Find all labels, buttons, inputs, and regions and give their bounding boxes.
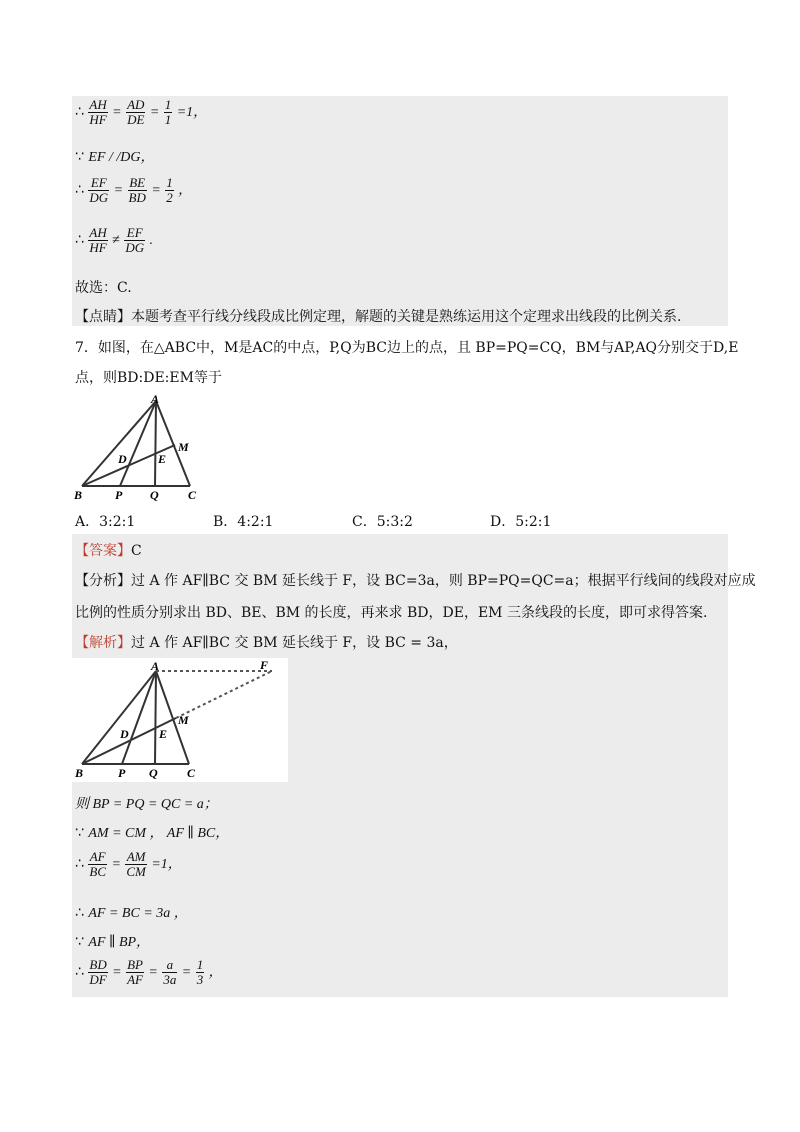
fraction: $\frac{1}{1}$ (164, 97, 172, 127)
top-line-2: ∵ EF / /DG， (75, 149, 155, 165)
answer-line (75, 540, 142, 560)
choose-answer: 故选：C. (75, 280, 132, 296)
segment-aq (155, 671, 156, 764)
figure-label-b: B (74, 488, 83, 502)
figure-label-d: D (120, 727, 129, 741)
solution-step-3: ∴ $\frac{AF}{BC}$ = $\frac{AM}{CM}$ =1， (75, 849, 182, 879)
solution-step-2: ∵ AM = CM ， AF ∥ BC， (75, 825, 230, 841)
solution-box-top (72, 96, 728, 326)
analysis-line-1: 【分析】过 A 作 AF∥BC 交 BM 延长线于 F，设 BC=3a，则 BP=PQ=QC=a；根据平行线间的线段对应成 (75, 573, 756, 589)
fraction: $\frac{BP}{AF}$ (127, 957, 143, 987)
question-figure (72, 393, 212, 503)
solution-figure (72, 658, 288, 782)
comment (75, 306, 681, 326)
analysis-line-2: 比例的性质分别求出 BD、BE、BM 的长度，再来求 BD，DE，EM 三条线段的长度，即可求得答案. (75, 605, 708, 621)
analysis-tag: 【分析】 (75, 573, 131, 589)
top-line-3: ∴ $\frac{EF}{DG}$ = $\frac{BE}{BD}$ = $\frac{1}{2}$ ， (75, 175, 193, 205)
top-line-1: ∴ $\frac{AH}{HF}$ = $\frac{AD}{DE}$ = $\frac{1}{1}$ =1， (75, 97, 208, 127)
figure-label-e: E (159, 727, 168, 741)
fraction: $\frac{AF}{BC}$ (89, 849, 106, 879)
answer-tag: 【答案】 (75, 543, 131, 559)
fraction: $\frac{AH}{HF}$ (89, 97, 107, 127)
solution-step-1: 则 BP = PQ = QC = a； (75, 797, 218, 812)
fraction: $\frac{BE}{BD}$ (128, 175, 146, 205)
answer-value: C (131, 543, 142, 559)
fraction: $\frac{AD}{DE}$ (127, 97, 145, 127)
segment-ap (122, 671, 156, 764)
edge-ab (82, 401, 156, 486)
segment-bm (82, 718, 176, 764)
figure-label-f: F (260, 658, 269, 672)
figure-label-d: D (118, 452, 127, 466)
fraction: $\frac{EF}{DG}$ (125, 225, 145, 255)
comment-tag: 【点睛】 (75, 309, 131, 325)
figure-label-m: M (178, 713, 189, 727)
fraction: $\frac{EF}{DG}$ (89, 175, 109, 205)
question-line-2: 点，则BD:DE:EM等于 (75, 370, 222, 386)
solution-line-1: 【解析】过 A 作 AF∥BC 交 BM 延长线于 F，设 BC = 3a， (75, 635, 458, 651)
solution-step-5: ∵ AF ∥ BP， (75, 934, 151, 950)
comment-text: 本题考查平行线分线段成比例定理，解题的关键是熟练运用这个定理求出线段的比例关系. (131, 309, 682, 325)
fraction: $\frac{AH}{HF}$ (89, 225, 107, 255)
option-a[interactable]: A．3:2:1 (75, 514, 136, 530)
segment-mf-dashed (176, 671, 272, 718)
figure-label-c: C (188, 488, 197, 502)
segment-aq (155, 401, 156, 486)
option-d[interactable]: D．5:2:1 (490, 514, 552, 530)
figure-label-p: P (115, 488, 123, 502)
option-b[interactable]: B．4:2:1 (213, 514, 274, 530)
figure-label-m: M (178, 440, 189, 454)
figure-label-a: A (151, 393, 160, 406)
fraction: $\frac{1}{3}$ (196, 957, 204, 987)
solution-step-4: ∴ AF = BC = 3a ， (75, 905, 188, 921)
solution-tag: 【解析】 (75, 635, 131, 651)
figure-label-c: C (187, 766, 196, 780)
segment-ap (120, 401, 156, 486)
option-c[interactable]: C．5:3:2 (352, 514, 413, 530)
figure-label-p: P (118, 766, 126, 780)
figure-label-q: Q (150, 488, 159, 502)
question-line-1: 7．如图，在△ABC中，M是AC的中点，P,Q为BC边上的点，且 BP=PQ=CQ，BM与AP,AQ分别交于D,E (75, 340, 739, 356)
figure-label-a: A (151, 659, 160, 673)
solution-step-6: ∴ $\frac{BD}{DF}$ = $\frac{BP}{AF}$ = $\frac{a}{3a}$ = $\frac{1}{3}$ ， (75, 957, 223, 987)
figure-label-b: B (75, 766, 84, 780)
fraction: $\frac{AM}{CM}$ (126, 849, 146, 879)
fraction: $\frac{BD}{DF}$ (89, 957, 107, 987)
top-line-4: ∴ $\frac{AH}{HF}$ ≠ $\frac{EF}{DG}$ . (75, 225, 154, 255)
edge-ab (82, 671, 156, 764)
fraction: $\frac{1}{2}$ (166, 175, 173, 205)
figure-label-e: E (158, 452, 167, 466)
figure-label-q: Q (149, 766, 158, 780)
fraction: $\frac{a}{3a}$ (163, 957, 177, 987)
